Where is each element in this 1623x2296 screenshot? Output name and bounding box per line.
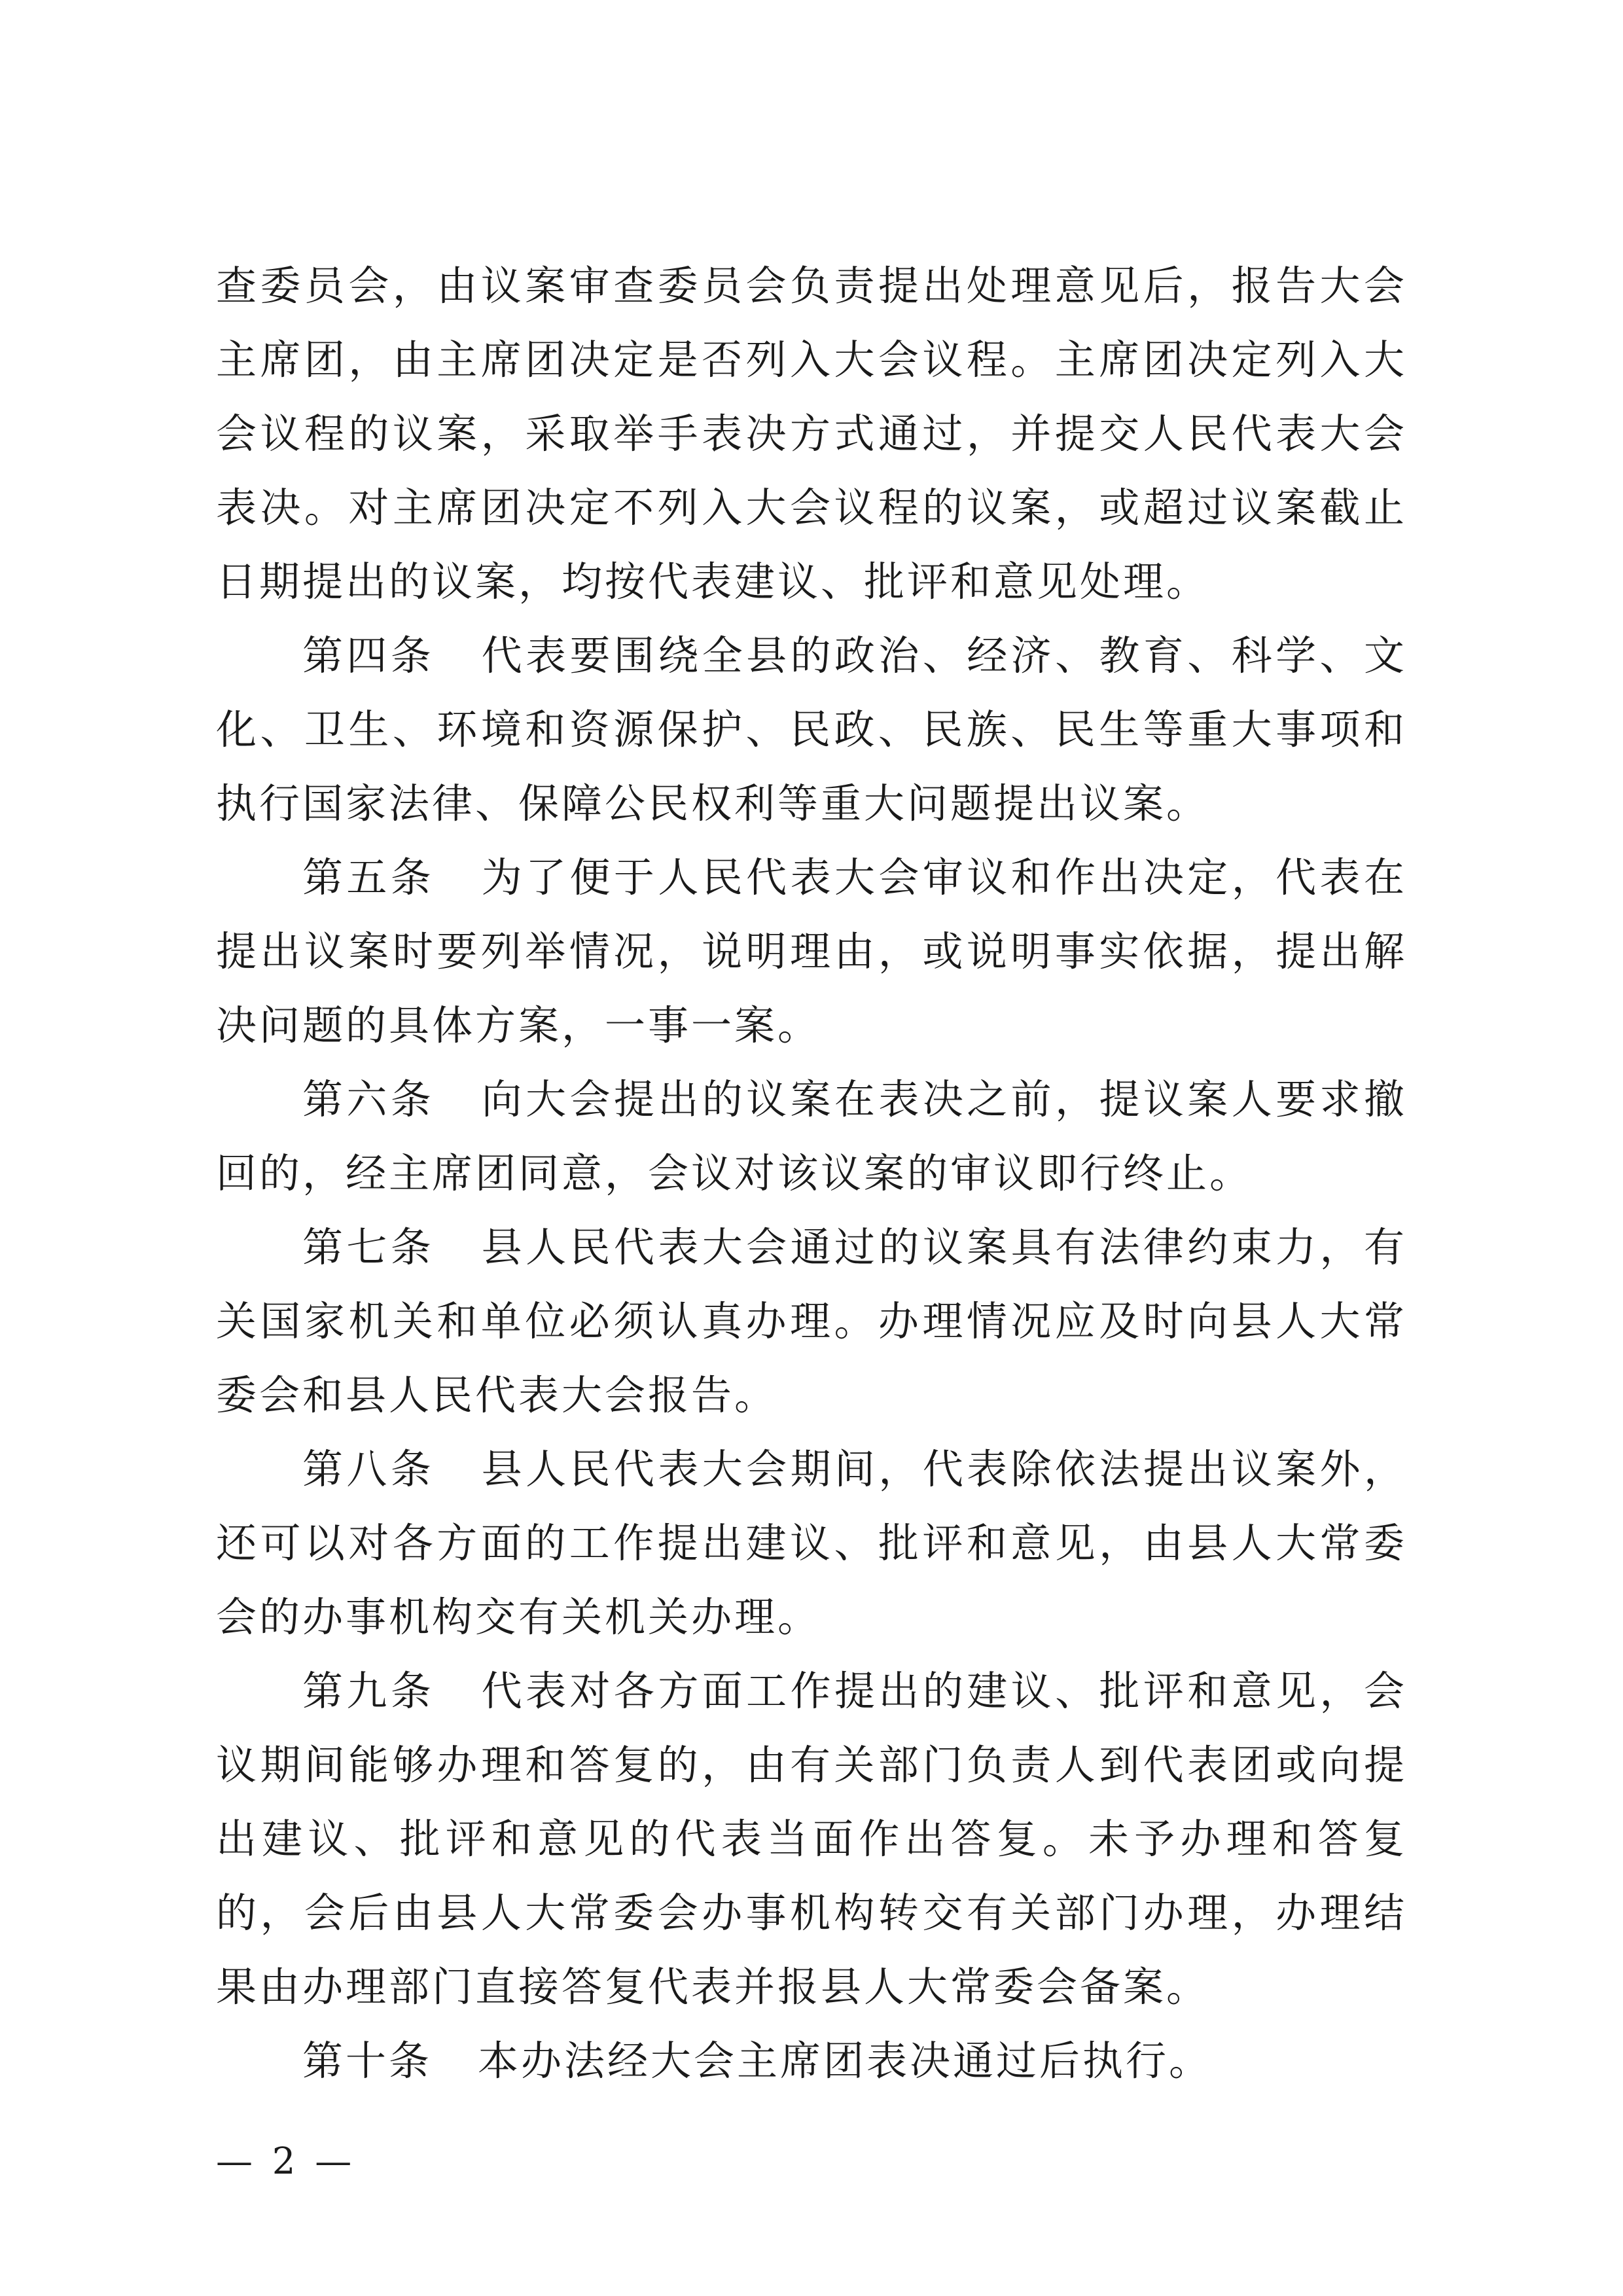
article-number: 第九条	[302, 1667, 435, 1715]
article-text: 向大会提出的议案在表决之前，提议案人要求撤回的，经主席团同意，会议对该议案的审议即行终止。	[216, 1075, 1407, 1197]
article-6	[216, 1062, 1407, 1210]
article-text: 县人民代表大会期间，代表除依法提出议案外，还可以对各方面的工作提出建议、批评和意见，由县人大常委会的办事机构交有关机关办理。	[216, 1445, 1407, 1641]
article-text: 为了便于人民代表大会审议和作出决定，代表在提出议案时要列举情况，说明理由，或说明事实依据，提出解决问题的具体方案，一事一案。	[216, 853, 1407, 1049]
article-number: 第六条	[302, 1075, 435, 1123]
continuation-paragraph: 查委员会，由议案审查委员会负责提出处理意见后，报告大会主席团，由主席团决定是否列入大会议程。主席团决定列入大会议程的议案，采取举手表决方式通过，并提交人民代表大会表决。对主席团决定不列入大会议程的议案，或超过议案截止日期提出的议案，均按代表建议、批评和意见处理。	[216, 262, 1407, 605]
article-9	[216, 1654, 1407, 2024]
article-text: 代表对各方面工作提出的建议、批评和意见，会议期间能够办理和答复的，由有关部门负责人到代表团或向提出建议、批评和意见的代表当面作出答复。未予办理和答复的，会后由县人大常委会办事机构转交有关部门办理，办理结果由办理部门直接答复代表并报县人大常委会备案。	[216, 1667, 1407, 2011]
article-number: 第四条	[302, 632, 435, 679]
article-5	[216, 840, 1407, 1062]
article-number: 第十条	[302, 2037, 433, 2085]
article-text: 县人民代表大会通过的议案具有法律约束力，有关国家机关和单位必须认真办理。办理情况应及时向县人大常委会和县人民代表大会报告。	[216, 1223, 1407, 1419]
article-4	[216, 619, 1407, 840]
page-number: — 2 —	[216, 2140, 356, 2183]
article-number: 第五条	[302, 853, 435, 901]
article-10	[216, 2024, 1407, 2098]
document-body	[216, 249, 1407, 2098]
article-8	[216, 1432, 1407, 1654]
article-number: 第七条	[302, 1223, 435, 1271]
article-text: 本办法经大会主席团表决通过后执行。	[478, 2037, 1213, 2085]
article-text: 代表要围绕全县的政治、经济、教育、科学、文化、卫生、环境和资源保护、民政、民族、民生等重大事项和执行国家法律、保障公民权利等重大问题提出议案。	[216, 632, 1407, 827]
article-number: 第八条	[302, 1445, 435, 1493]
article-7	[216, 1210, 1407, 1432]
